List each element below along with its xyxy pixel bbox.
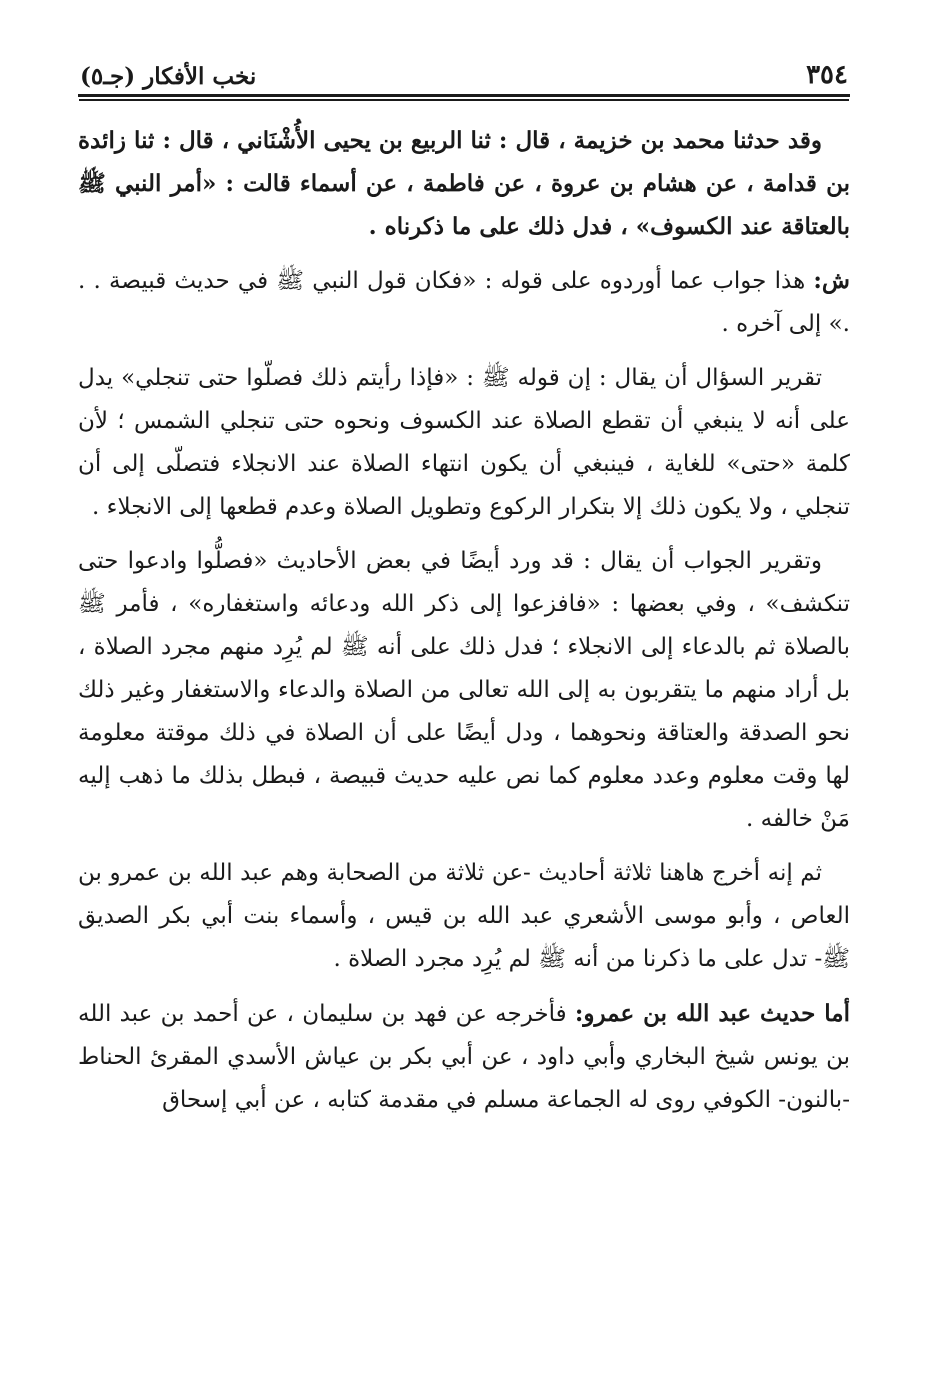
paragraph-4 xyxy=(78,540,850,841)
book-title: نخب الأفكار (جـ٥) xyxy=(80,63,257,90)
paragraph-1-text: وقد حدثنا محمد بن خزيمة ، قال : ثنا الربيع بن يحيى الأُشْنَاني ، قال : ثنا زائدة بن قدامة ، عن هشام بن عروة ، عن فاطمة ، عن أسماء قالت : «أمر النبي ﷺ بالعتاقة عند الكسوف» ، فدل ذلك على ما ذكرناه . xyxy=(78,127,850,240)
paragraph-5 xyxy=(78,852,850,981)
paragraph-6 xyxy=(78,992,850,1122)
paragraph-3-text: تقرير السؤال أن يقال : إن قوله ﷺ : «فإذا رأيتم ذلك فصلّوا حتى تنجلي» يدل على أنه لا ينبغي أن تقطع الصلاة عند الكسوف ونحوه حتى تنجلي الشمس ؛ لأن كلمة «حتى» للغاية ، فينبغي أن يكون انتهاء الصلاة عند الانجلاء فتصلّى إلى أن تنجلي ، ولا يكون ذلك إلا بتكرار الركوع وتطويل الصلاة وعدم قطعها إلى الانجلاء . xyxy=(78,365,850,520)
paragraph-6-text: فأخرجه عن فهد بن سليمان ، عن أحمد بن عبد الله بن يونس شيخ البخاري وأبي داود ، عن أبي بكر بن عياش الأسدي المقرئ الحناط -بالنون- الكوفي روى له الجماعة مسلم في مقدمة كتابه ، عن أبي إسحاق xyxy=(78,1001,850,1113)
page-number: ٣٥٤ xyxy=(806,60,848,90)
paragraph-2-lead: ش: xyxy=(813,267,850,294)
paragraph-2 xyxy=(78,259,850,346)
page-header xyxy=(78,52,850,97)
paragraph-4-text: وتقرير الجواب أن يقال : قد ورد أيضًا في بعض الأحاديث «فصلُّوا وادعوا حتى تنكشف» ، وفي بعضها : «فافزعوا إلى ذكر الله ودعائه واستغفاره» ، فأمر ﷺ بالصلاة ثم بالدعاء إلى الانجلاء ؛ فدل ذلك على أنه ﷺ لم يُرِد منهم مجرد الصلاة ، بل أراد منهم ما يتقربون به إلى الله تعالى من الصلاة والدعاء والاستغفار وغير ذلك نحو الصدقة والعتاقة ونحوهما ، ودل أيضًا على أن الصلاة في ذلك موقتة معلومة لها وقت معلوم وعدد معلوم كما نص عليه حديث قبيصة ، فبطل بذلك ما ذهب إليه مَنْ خالفه . xyxy=(78,548,850,832)
paragraph-2-text: هذا جواب عما أوردوه على قوله : «فكان قول النبي ﷺ في حديث قبيصة . . .» إلى آخره . xyxy=(78,268,850,337)
paragraph-6-lead: أما حديث عبد الله بن عمرو: xyxy=(574,1000,850,1027)
paragraph-3 xyxy=(78,357,850,529)
paragraph-1 xyxy=(78,119,850,248)
page-body xyxy=(78,119,850,1122)
paragraph-5-text: ثم إنه أخرج هاهنا ثلاثة أحاديث -عن ثلاثة من الصحابة وهم عبد الله بن عمرو بن العاص ، وأبو موسى الأشعري عبد الله بن قيس ، وأسماء بنت أبي بكر الصديق ﷺ- تدل على ما ذكرنا من أنه ﷺ لم يُرِد مجرد الصلاة . xyxy=(78,860,850,972)
book-page xyxy=(78,52,850,1133)
